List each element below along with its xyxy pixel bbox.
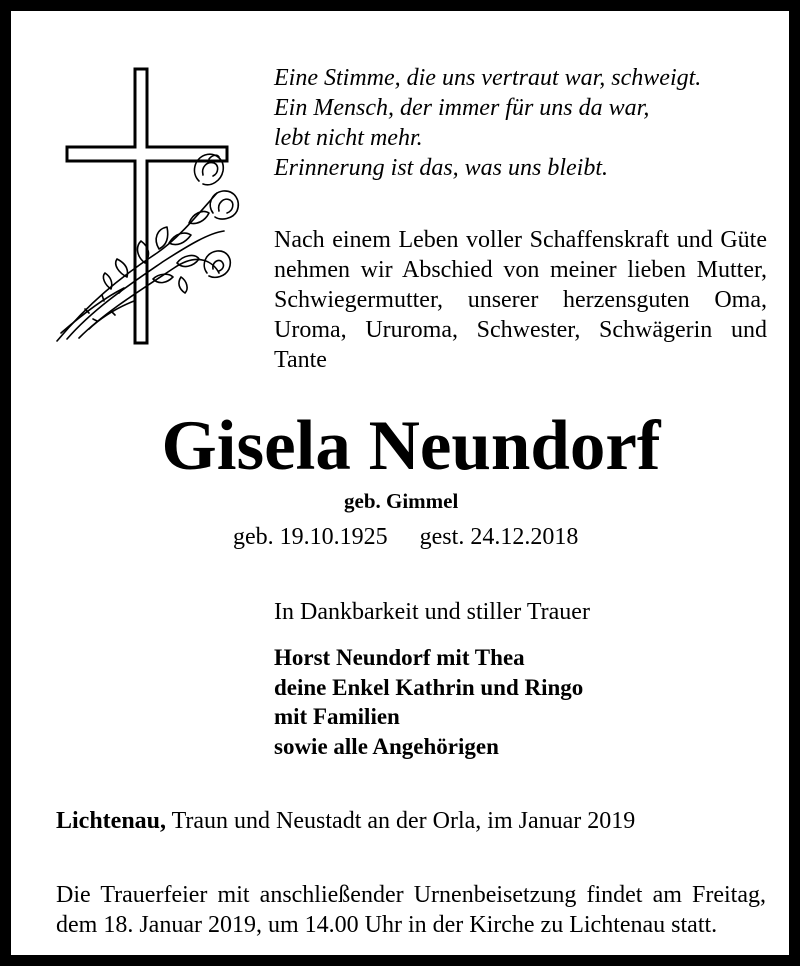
deceased-name: Gisela Neundorf — [161, 407, 661, 485]
mourner-line: deine Enkel Kathrin und Ringo — [274, 674, 584, 700]
funeral-service-text: Die Trauerfeier mit anschließender Urnenbeisetzung findet am Freitag, dem 18. Januar 2019, um 14.00 Uhr in der Kirche zu Lichtenau statt. — [56, 882, 766, 938]
mourning-intro: In Dankbarkeit und stiller Trauer — [274, 599, 590, 625]
mourner-line: sowie alle Angehörigen — [274, 733, 499, 759]
birth-name: geb. Gimmel — [344, 489, 459, 513]
mourner-line: mit Familien — [274, 704, 400, 729]
place-town: Lichtenau, — [56, 808, 167, 834]
intro-text: Nach einem Leben voller Schaffenskraft und Güte nehmen wir Abschied von meiner lieben Mutter, Schwiegermutter, unserer herzensguten Oma, Uroma, Ururoma, Schwester, Schwägerin und Tante — [274, 227, 767, 373]
cross-with-roses-icon — [49, 63, 249, 353]
life-dates — [233, 521, 578, 553]
poem — [274, 63, 774, 183]
poem-line: lebt nicht mehr. — [274, 125, 423, 151]
poem-line: Eine Stimme, die uns vertraut war, schweigt. — [274, 65, 702, 91]
poem-line: Erinnerung ist das, was uns bleibt. — [274, 155, 609, 181]
place-rest: Traun und Neustadt an der Orla, im Januar 2019 — [166, 808, 636, 834]
mourners-list — [274, 643, 583, 761]
mourner-line: Horst Neundorf mit Thea — [274, 645, 525, 670]
poem-line: Ein Mensch, der immer für uns da war, — [274, 95, 650, 121]
place-and-date — [56, 806, 635, 836]
birth-date: geb. 19.10.1925 — [233, 524, 388, 550]
death-date: gest. 24.12.2018 — [419, 524, 579, 550]
